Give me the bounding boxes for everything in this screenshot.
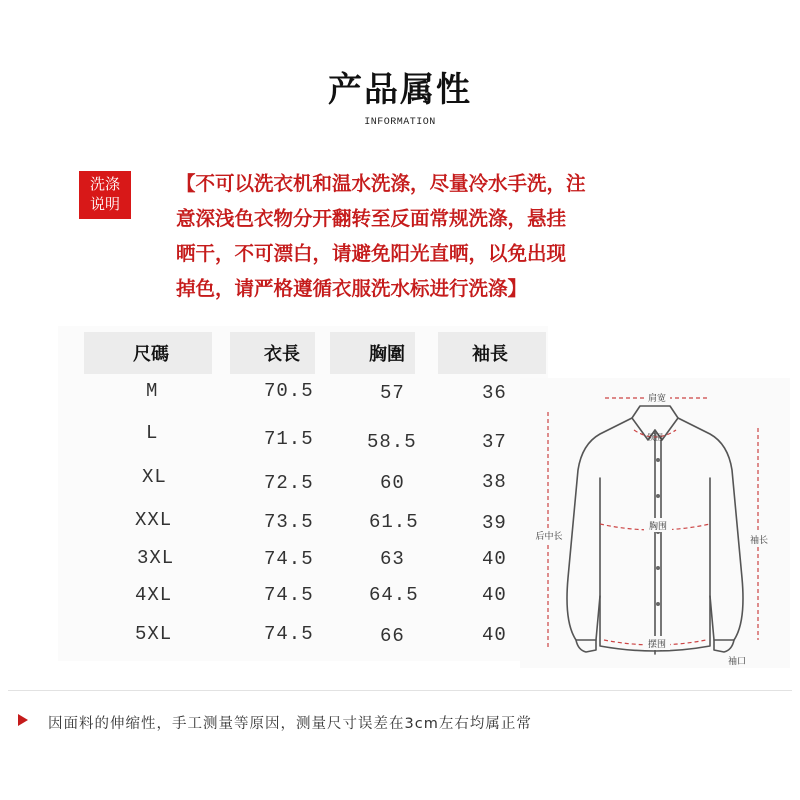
table-cell: 40 <box>482 584 507 606</box>
table-cell: XXL <box>135 509 173 531</box>
divider <box>8 690 792 691</box>
table-cell: 60 <box>380 472 405 494</box>
table-cell: 72.5 <box>264 472 314 494</box>
label-chest: 胸围 <box>648 522 668 532</box>
page-subtitle: INFORMATION <box>364 117 436 128</box>
column-header-length: 衣長 <box>264 344 300 365</box>
column-header-chest: 胸圍 <box>369 344 405 365</box>
label-cuff: 袖口 <box>727 657 747 667</box>
table-cell: 74.5 <box>264 548 314 570</box>
label-back-length: 后中长 <box>535 532 563 542</box>
table-cell: 39 <box>482 512 507 534</box>
table-cell: 37 <box>482 431 507 453</box>
table-cell: M <box>146 380 159 402</box>
table-cell: 57 <box>380 382 405 404</box>
table-cell: 66 <box>380 625 405 647</box>
label-hem: 摆围 <box>647 640 667 650</box>
label-collar: 领围 <box>647 433 663 442</box>
column-header-size: 尺碼 <box>133 344 169 365</box>
shirt-measurement-diagram <box>520 378 790 668</box>
table-cell: 74.5 <box>264 584 314 606</box>
table-cell: 38 <box>482 471 507 493</box>
page-title: 产品属性 <box>328 70 472 110</box>
care-line: 晒干，不可漂白，请避免阳光直晒，以免出现 <box>176 242 567 265</box>
table-cell: 74.5 <box>264 623 314 645</box>
table-cell: 63 <box>380 548 405 570</box>
care-line: 掉色，请严格遵循衣服洗水标进行洗涤】 <box>176 277 528 300</box>
badge-line-1: 洗涤 <box>89 175 120 193</box>
table-cell: L <box>146 422 159 444</box>
table-cell: XL <box>142 466 167 488</box>
badge-line-2: 说明 <box>89 195 120 213</box>
table-cell: 3XL <box>137 547 175 569</box>
table-cell: 73.5 <box>264 511 314 533</box>
label-shoulder: 肩宽 <box>647 394 667 404</box>
column-header-sleeve: 袖長 <box>472 344 508 365</box>
table-cell: 40 <box>482 548 507 570</box>
table-cell: 36 <box>482 382 507 404</box>
care-instructions <box>176 166 616 306</box>
label-sleeve: 袖长 <box>749 536 769 546</box>
measurement-note: 因面料的伸缩性，手工测量等原因，测量尺寸误差在3cm左右均属正常 <box>48 716 532 732</box>
table-cell: 4XL <box>135 584 173 606</box>
table-cell: 61.5 <box>369 511 419 533</box>
table-cell: 40 <box>482 624 507 646</box>
triangle-bullet-icon <box>18 714 28 726</box>
care-line: 【不可以洗衣机和温水洗涤，尽量冷水手洗，注 <box>176 172 586 195</box>
wash-instructions-badge <box>79 171 131 219</box>
care-line: 意深浅色衣物分开翻转至反面常规洗涤，悬挂 <box>176 207 567 230</box>
table-cell: 71.5 <box>264 428 314 450</box>
table-cell: 70.5 <box>264 380 314 402</box>
table-cell: 64.5 <box>369 584 419 606</box>
table-cell: 5XL <box>135 623 173 645</box>
table-cell: 58.5 <box>367 431 417 453</box>
